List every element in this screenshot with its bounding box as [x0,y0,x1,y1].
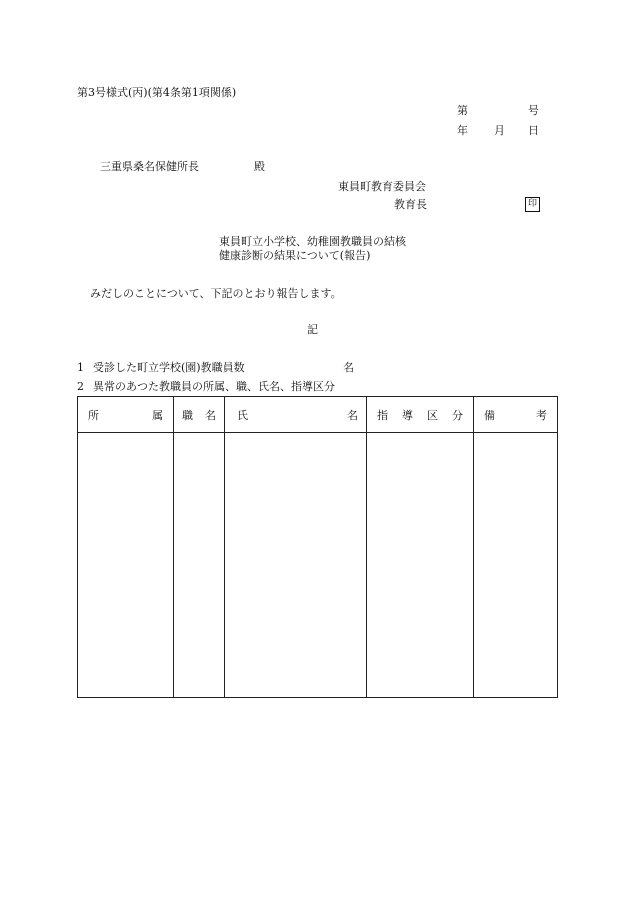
date-month: 月 [494,124,505,137]
report-table [77,396,558,698]
header-guidance: 指 導 区 分 [367,397,474,433]
addressee-honorific: 殿 [254,160,265,173]
item-1-number: 1 [77,361,84,374]
item-2-text: 異常のあつた教職員の所属、職、氏名、指導区分 [93,380,335,393]
header-affiliation: 所 属 [78,397,174,433]
cell-name[interactable] [225,433,367,698]
seal-mark: 印 [525,197,540,212]
table-body-row [78,433,558,698]
sender-title: 教育長 [394,198,427,211]
doc-number-suffix: 号 [528,104,539,117]
form-id: 第3号様式(丙)(第4条第1項関係) [77,86,237,99]
cell-remarks[interactable] [474,433,558,698]
header-position: 職 名 [174,397,225,433]
sender-org: 東員町教育委員会 [338,180,426,193]
cell-position[interactable] [174,433,225,698]
doc-number-prefix: 第 [457,104,468,117]
cell-affiliation[interactable] [78,433,174,698]
intro-text: みだしのことについて、下記のとおり報告します。 [90,287,342,300]
addressee-name: 三重県桑名保健所長 [100,160,199,173]
date-day: 日 [528,124,539,137]
cell-guidance[interactable] [367,433,474,698]
table-header-row [78,397,558,433]
date-year: 年 [457,124,468,137]
subject-line-1: 東員町立小学校、幼稚園教職員の結核 [219,235,406,248]
item-1-text: 受診した町立学校(園)教職員数 [93,361,245,374]
item-1-unit: 名 [343,361,354,374]
ki-heading: 記 [307,323,318,336]
item-2-number: 2 [77,380,84,393]
header-name: 氏 名 [225,397,367,433]
subject-line-2: 健康診断の結果について(報告) [219,249,371,262]
header-remarks: 備 考 [474,397,558,433]
